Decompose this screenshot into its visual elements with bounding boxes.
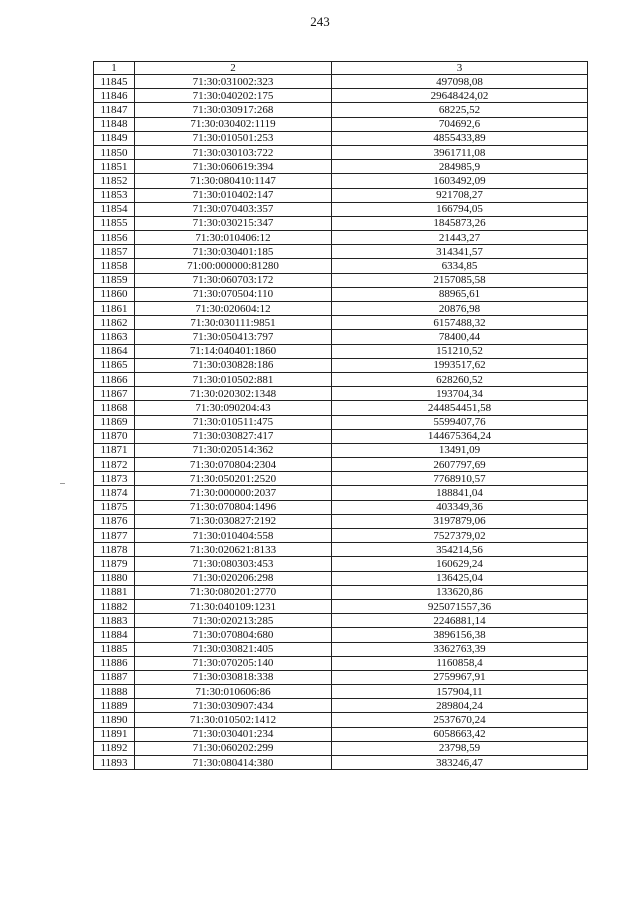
table-row xyxy=(94,614,588,628)
table-row xyxy=(94,429,588,443)
cadastral-number-cell: 71:30:030401:234 xyxy=(135,727,332,741)
cadastral-number-cell: 71:30:020604:12 xyxy=(135,302,332,316)
value-cell: 925071557,36 xyxy=(332,599,588,613)
value-cell: 403349,36 xyxy=(332,500,588,514)
cadastral-number-cell: 71:30:060202:299 xyxy=(135,741,332,755)
cadastral-number-cell: 71:30:030827:417 xyxy=(135,429,332,443)
table-row xyxy=(94,670,588,684)
cadastral-number-cell: 71:30:031002:323 xyxy=(135,75,332,89)
data-table xyxy=(93,61,588,770)
table-row xyxy=(94,699,588,713)
row-number-cell: 11888 xyxy=(94,685,135,699)
table-row xyxy=(94,599,588,613)
table-row xyxy=(94,557,588,571)
column-header-3: 3 xyxy=(332,62,588,75)
row-number-cell: 11880 xyxy=(94,571,135,585)
row-number-cell: 11845 xyxy=(94,75,135,89)
value-cell: 244854451,58 xyxy=(332,401,588,415)
cadastral-number-cell: 71:30:030828:186 xyxy=(135,358,332,372)
table-header-row xyxy=(94,62,588,75)
table-row xyxy=(94,727,588,741)
value-cell: 383246,47 xyxy=(332,756,588,770)
value-cell: 1845873,26 xyxy=(332,216,588,230)
row-number-cell: 11874 xyxy=(94,486,135,500)
table-row xyxy=(94,713,588,727)
table-row xyxy=(94,188,588,202)
value-cell: 2759967,91 xyxy=(332,670,588,684)
cadastral-number-cell: 71:30:070804:680 xyxy=(135,628,332,642)
value-cell: 166794,05 xyxy=(332,202,588,216)
table-row xyxy=(94,372,588,386)
row-number-cell: 11854 xyxy=(94,202,135,216)
table-row xyxy=(94,131,588,145)
value-cell: 3362763,39 xyxy=(332,642,588,656)
cadastral-number-cell: 71:30:070804:1496 xyxy=(135,500,332,514)
table-row xyxy=(94,330,588,344)
row-number-cell: 11886 xyxy=(94,656,135,670)
value-cell: 1160858,4 xyxy=(332,656,588,670)
row-number-cell: 11852 xyxy=(94,174,135,188)
table-row xyxy=(94,685,588,699)
row-number-cell: 11855 xyxy=(94,216,135,230)
cadastral-number-cell: 71:30:030907:434 xyxy=(135,699,332,713)
row-number-cell: 11878 xyxy=(94,543,135,557)
table-row xyxy=(94,103,588,117)
row-number-cell: 11871 xyxy=(94,443,135,457)
row-number-cell: 11851 xyxy=(94,160,135,174)
value-cell: 497098,08 xyxy=(332,75,588,89)
row-number-cell: 11862 xyxy=(94,316,135,330)
value-cell: 3961711,08 xyxy=(332,145,588,159)
row-number-cell: 11892 xyxy=(94,741,135,755)
value-cell: 289804,24 xyxy=(332,699,588,713)
value-cell: 7527379,02 xyxy=(332,529,588,543)
cadastral-number-cell: 71:30:060703:172 xyxy=(135,273,332,287)
table-row xyxy=(94,443,588,457)
value-cell: 2157085,58 xyxy=(332,273,588,287)
row-number-cell: 11890 xyxy=(94,713,135,727)
row-number-cell: 11866 xyxy=(94,372,135,386)
row-number-cell: 11864 xyxy=(94,344,135,358)
row-number-cell: 11877 xyxy=(94,529,135,543)
row-number-cell: 11857 xyxy=(94,245,135,259)
cadastral-number-cell: 71:30:050413:797 xyxy=(135,330,332,344)
cadastral-number-cell: 71:30:030111:9851 xyxy=(135,316,332,330)
table-row xyxy=(94,500,588,514)
table-row xyxy=(94,585,588,599)
value-cell: 193704,34 xyxy=(332,387,588,401)
value-cell: 13491,09 xyxy=(332,443,588,457)
cadastral-number-cell: 71:30:030402:1119 xyxy=(135,117,332,131)
table-row xyxy=(94,472,588,486)
row-number-cell: 11882 xyxy=(94,599,135,613)
table-row xyxy=(94,344,588,358)
cadastral-number-cell: 71:30:040202:175 xyxy=(135,89,332,103)
row-number-cell: 11883 xyxy=(94,614,135,628)
value-cell: 151210,52 xyxy=(332,344,588,358)
cadastral-number-cell: 71:30:060619:394 xyxy=(135,160,332,174)
value-cell: 314341,57 xyxy=(332,245,588,259)
table-row xyxy=(94,656,588,670)
value-cell: 704692,6 xyxy=(332,117,588,131)
cadastral-number-cell: 71:30:070804:2304 xyxy=(135,458,332,472)
row-number-cell: 11860 xyxy=(94,287,135,301)
table-row xyxy=(94,316,588,330)
table-row xyxy=(94,642,588,656)
row-number-cell: 11885 xyxy=(94,642,135,656)
value-cell: 157904,11 xyxy=(332,685,588,699)
row-number-cell: 11881 xyxy=(94,585,135,599)
value-cell: 136425,04 xyxy=(332,571,588,585)
table-row xyxy=(94,245,588,259)
table-row xyxy=(94,571,588,585)
table-body xyxy=(94,75,588,770)
row-number-cell: 11853 xyxy=(94,188,135,202)
cadastral-number-cell: 71:30:080414:380 xyxy=(135,756,332,770)
value-cell: 188841,04 xyxy=(332,486,588,500)
row-number-cell: 11891 xyxy=(94,727,135,741)
value-cell: 144675364,24 xyxy=(332,429,588,443)
value-cell: 2537670,24 xyxy=(332,713,588,727)
table-row xyxy=(94,160,588,174)
value-cell: 1603492,09 xyxy=(332,174,588,188)
cadastral-number-cell: 71:30:030215:347 xyxy=(135,216,332,230)
cadastral-number-cell: 71:30:020621:8133 xyxy=(135,543,332,557)
table-row xyxy=(94,628,588,642)
row-number-cell: 11858 xyxy=(94,259,135,273)
row-number-cell: 11875 xyxy=(94,500,135,514)
value-cell: 133620,86 xyxy=(332,585,588,599)
cadastral-number-cell: 71:30:050201:2520 xyxy=(135,472,332,486)
value-cell: 628260,52 xyxy=(332,372,588,386)
cadastral-number-cell: 71:30:090204:43 xyxy=(135,401,332,415)
value-cell: 7768910,57 xyxy=(332,472,588,486)
table-row xyxy=(94,89,588,103)
value-cell: 23798,59 xyxy=(332,741,588,755)
table-row xyxy=(94,514,588,528)
row-number-cell: 11867 xyxy=(94,387,135,401)
value-cell: 3197879,06 xyxy=(332,514,588,528)
row-number-cell: 11893 xyxy=(94,756,135,770)
value-cell: 20876,98 xyxy=(332,302,588,316)
cadastral-number-cell: 71:30:010502:881 xyxy=(135,372,332,386)
cadastral-number-cell: 71:30:030103:722 xyxy=(135,145,332,159)
table-row xyxy=(94,756,588,770)
cadastral-number-cell: 71:30:080303:453 xyxy=(135,557,332,571)
row-number-cell: 11869 xyxy=(94,415,135,429)
row-number-cell: 11865 xyxy=(94,358,135,372)
row-number-cell: 11863 xyxy=(94,330,135,344)
table-row xyxy=(94,302,588,316)
cadastral-number-cell: 71:30:030827:2192 xyxy=(135,514,332,528)
table-row xyxy=(94,259,588,273)
table-row xyxy=(94,486,588,500)
value-cell: 3896156,38 xyxy=(332,628,588,642)
cadastral-number-cell: 71:30:030401:185 xyxy=(135,245,332,259)
row-number-cell: 11873 xyxy=(94,472,135,486)
value-cell: 78400,44 xyxy=(332,330,588,344)
row-number-cell: 11847 xyxy=(94,103,135,117)
cadastral-number-cell: 71:30:000000:2037 xyxy=(135,486,332,500)
cadastral-number-cell: 71:30:030821:405 xyxy=(135,642,332,656)
table-row xyxy=(94,358,588,372)
cadastral-number-cell: 71:30:080201:2770 xyxy=(135,585,332,599)
cadastral-number-cell: 71:14:040401:1860 xyxy=(135,344,332,358)
cadastral-number-cell: 71:30:040109:1231 xyxy=(135,599,332,613)
value-cell: 354214,56 xyxy=(332,543,588,557)
table-row xyxy=(94,543,588,557)
cadastral-number-cell: 71:30:010404:558 xyxy=(135,529,332,543)
row-number-cell: 11850 xyxy=(94,145,135,159)
value-cell: 4855433,89 xyxy=(332,131,588,145)
value-cell: 68225,52 xyxy=(332,103,588,117)
value-cell: 921708,27 xyxy=(332,188,588,202)
value-cell: 2607797,69 xyxy=(332,458,588,472)
table-row xyxy=(94,387,588,401)
row-number-cell: 11868 xyxy=(94,401,135,415)
row-number-cell: 11872 xyxy=(94,458,135,472)
cadastral-number-cell: 71:30:010606:86 xyxy=(135,685,332,699)
value-cell: 160629,24 xyxy=(332,557,588,571)
cadastral-number-cell: 71:30:080410:1147 xyxy=(135,174,332,188)
value-cell: 2246881,14 xyxy=(332,614,588,628)
row-number-cell: 11856 xyxy=(94,231,135,245)
cadastral-number-cell: 71:30:010511:475 xyxy=(135,415,332,429)
table-row xyxy=(94,529,588,543)
row-number-cell: 11870 xyxy=(94,429,135,443)
cadastral-number-cell: 71:30:030917:268 xyxy=(135,103,332,117)
table-row xyxy=(94,145,588,159)
cadastral-number-cell: 71:00:000000:81280 xyxy=(135,259,332,273)
row-number-cell: 11879 xyxy=(94,557,135,571)
cadastral-number-cell: 71:30:030818:338 xyxy=(135,670,332,684)
table-row xyxy=(94,174,588,188)
cadastral-number-cell: 71:30:020514:362 xyxy=(135,443,332,457)
table-row xyxy=(94,216,588,230)
cadastral-number-cell: 71:30:070403:357 xyxy=(135,202,332,216)
cadastral-number-cell: 71:30:010501:253 xyxy=(135,131,332,145)
value-cell: 21443,27 xyxy=(332,231,588,245)
value-cell: 29648424,02 xyxy=(332,89,588,103)
value-cell: 5599407,76 xyxy=(332,415,588,429)
cadastral-number-cell: 71:30:020206:298 xyxy=(135,571,332,585)
cadastral-number-cell: 71:30:020302:1348 xyxy=(135,387,332,401)
value-cell: 1993517,62 xyxy=(332,358,588,372)
value-cell: 284985,9 xyxy=(332,160,588,174)
row-number-cell: 11884 xyxy=(94,628,135,642)
page-number: 243 xyxy=(310,14,330,29)
cadastral-number-cell: 71:30:070205:140 xyxy=(135,656,332,670)
table-row xyxy=(94,741,588,755)
value-cell: 6334,85 xyxy=(332,259,588,273)
table-row xyxy=(94,287,588,301)
table-row xyxy=(94,202,588,216)
row-number-cell: 11889 xyxy=(94,699,135,713)
row-number-cell: 11848 xyxy=(94,117,135,131)
value-cell: 88965,61 xyxy=(332,287,588,301)
row-number-cell: 11846 xyxy=(94,89,135,103)
table-row xyxy=(94,415,588,429)
table-row xyxy=(94,231,588,245)
row-number-cell: 11859 xyxy=(94,273,135,287)
row-number-cell: 11849 xyxy=(94,131,135,145)
row-number-cell: 11876 xyxy=(94,514,135,528)
row-number-cell: 11887 xyxy=(94,670,135,684)
value-cell: 6157488,32 xyxy=(332,316,588,330)
table-row xyxy=(94,117,588,131)
cadastral-number-cell: 71:30:010402:147 xyxy=(135,188,332,202)
cadastral-number-cell: 71:30:010406:12 xyxy=(135,231,332,245)
row-number-cell: 11861 xyxy=(94,302,135,316)
column-header-1: 1 xyxy=(94,62,135,75)
cadastral-number-cell: 71:30:070504:110 xyxy=(135,287,332,301)
column-header-2: 2 xyxy=(135,62,332,75)
cadastral-number-cell: 71:30:010502:1412 xyxy=(135,713,332,727)
table-row xyxy=(94,401,588,415)
table-row xyxy=(94,273,588,287)
cadastral-number-cell: 71:30:020213:285 xyxy=(135,614,332,628)
margin-mark xyxy=(60,483,65,484)
table-row xyxy=(94,75,588,89)
table-row xyxy=(94,458,588,472)
value-cell: 6058663,42 xyxy=(332,727,588,741)
